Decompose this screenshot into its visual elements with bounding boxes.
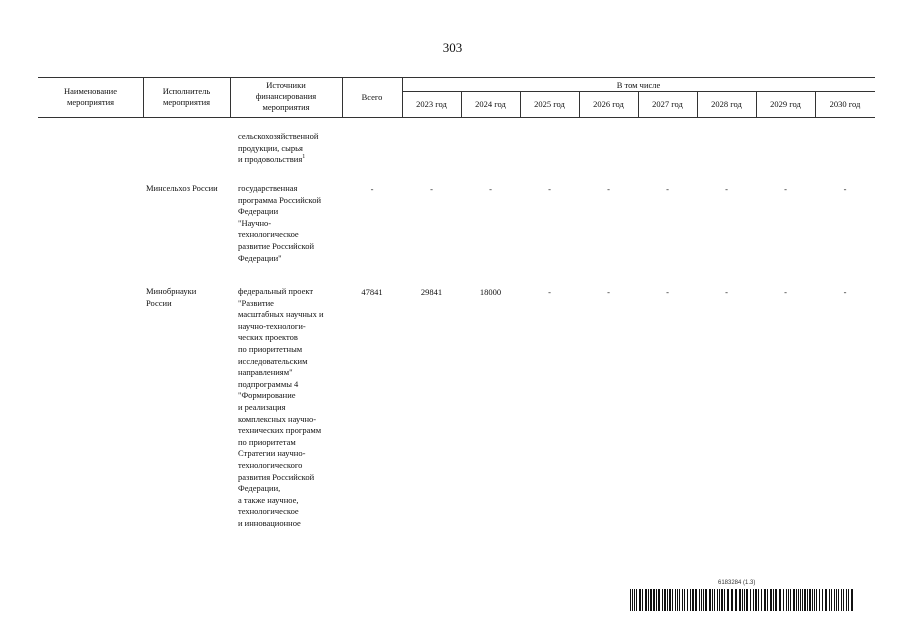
value-2023: - [430,184,433,194]
barcode-bar [807,589,808,611]
barcode-bar [753,589,754,611]
barcode-bar [739,589,741,611]
value-total: 47841 [361,287,383,297]
barcode-bar [658,589,660,611]
value-2028: - [725,287,728,297]
barcode-bar [664,589,666,611]
barcode-bar [841,589,842,611]
table-top-border [38,77,875,78]
barcode-bar [709,589,711,611]
header-including: В том числе [616,80,661,90]
barcode-bar [695,589,697,611]
barcode-bar [703,589,704,611]
barcode-bar [705,589,707,611]
barcode-bar [669,589,671,611]
barcode-bar [656,589,657,611]
barcode-bar [744,589,745,611]
barcode-bar [804,589,806,611]
row-source: государственная программа Российской Федерации "Научно- технологическое развитие Российской Федерации" [238,183,322,263]
row-source: сельскохозяйственной продукции, сырья и продовольствия$^1$ [238,131,319,165]
barcode-bar [714,589,715,611]
value-2030: - [843,287,847,297]
barcode-bar [779,589,781,611]
header-executor: Исполнитель мероприятия [162,86,211,107]
header-year-2024: 2024 год [475,99,506,109]
header-year-2027: 2027 год [652,99,683,109]
header-year-2026: 2026 год [593,99,624,109]
barcode-bar [770,589,772,611]
value-2028: - [725,184,728,194]
barcode-bar [773,589,774,611]
barcode-bar [834,589,835,611]
value-2027: - [666,184,669,194]
barcode-bar [812,589,813,611]
barcode-bar [692,589,694,611]
footnote-marker: 1 [302,154,306,161]
barcode-bar [822,589,823,611]
barcode-bar [690,589,691,611]
header-year-2023: 2023 год [416,99,447,109]
barcode-bar [767,589,768,611]
barcode-bar [814,589,815,611]
barcode-bar [701,589,702,611]
barcode-bar [742,589,743,611]
barcode-bar [721,589,723,611]
barcode-bar [758,589,759,611]
value-2029: - [784,287,787,297]
barcode-bar [699,589,700,611]
barcode-bar [724,589,725,611]
barcode-bar [798,589,799,611]
barcode-bar [761,589,762,611]
row-source: федеральный проект "Развитие масштабных научных и научно-технологи- ческих проектов по приоритетным исследовательским направлениям" подпрограммы 4 "Формирование и реализация комплексных научно- технических программ по приоритетам Стратегии научно- технологического развития Российской Федерации, а также научное, технологическое и инновационное [238,286,324,528]
barcode-bar [679,589,680,611]
value-2030: - [843,184,847,194]
barcode-bar [731,589,733,611]
barcode-bar [648,589,649,611]
barcode-bar [662,589,663,611]
barcode-bar [719,589,720,611]
barcode-bar [735,589,737,611]
header-year-2025: 2025 год [534,99,565,109]
header-total: Всего [361,92,383,102]
barcode-bar [632,589,633,611]
value-2027: - [666,287,669,297]
header-year-2029: 2029 год [770,99,801,109]
barcode-bar [800,589,801,611]
barcode-bar [851,589,853,611]
barcode-bar [829,589,830,611]
row-executor: Минобрнауки России [146,286,197,308]
barcode-bar [717,589,718,611]
barcode-bar [775,589,777,611]
value-2029: - [784,184,787,194]
barcode-bar [809,589,811,611]
barcode-bar [746,589,748,611]
barcode-label: 6183284 (1.3) [718,580,756,586]
barcode-bar [636,589,637,611]
barcode-bar [750,589,751,611]
barcode-bar [727,589,729,611]
barcode-bar [802,589,803,611]
barcode-bar [677,589,678,611]
header-year-2028: 2028 год [711,99,742,109]
value-2023: 29841 [420,287,443,297]
barcode-bar [843,589,844,611]
barcode-bar [667,589,668,611]
page-number: 303 [442,40,463,55]
barcode-bar [645,589,647,611]
barcode-bar [848,589,849,611]
barcode-bar [712,589,713,611]
barcode-bar [755,589,757,611]
barcode-bar [650,589,652,611]
barcode-bar [684,589,685,611]
header-year-2030: 2030 год [829,99,861,109]
value-2025: - [548,287,551,297]
header-sources: Источники финансирования мероприятия [255,80,317,112]
barcode-bar [846,589,847,611]
barcode-bar [642,589,643,611]
barcode-bar [796,589,797,611]
barcode-bar [816,589,817,611]
value-2024: - [489,184,492,194]
barcode [630,589,856,611]
barcode-bar [783,589,784,611]
barcode-bar [634,589,635,611]
barcode-bar [838,589,839,611]
barcode-bar [788,589,789,611]
table-header-bottom-border [38,117,875,118]
barcode-bar [682,589,683,611]
barcode-bar [790,589,791,611]
barcode-bar [639,589,641,611]
row-executor: Минсельхоз России [146,183,218,193]
barcode-bar [675,589,676,611]
barcode-bar [653,589,655,611]
value-2024: 18000 [479,287,502,297]
barcode-bar [819,589,820,611]
value-2026: - [607,184,610,194]
barcode-bar [793,589,795,611]
value-total: - [370,184,374,194]
barcode-bar [687,589,688,611]
barcode-bar [836,589,837,611]
barcode-bar [672,589,673,611]
barcode-bar [630,589,631,611]
barcode-bar [764,589,766,611]
value-2025: - [548,184,551,194]
value-2026: - [607,287,610,297]
header-name: Наименование мероприятия [64,86,117,107]
barcode-bar [786,589,787,611]
barcode-bar [825,589,827,611]
barcode-bar [831,589,832,611]
